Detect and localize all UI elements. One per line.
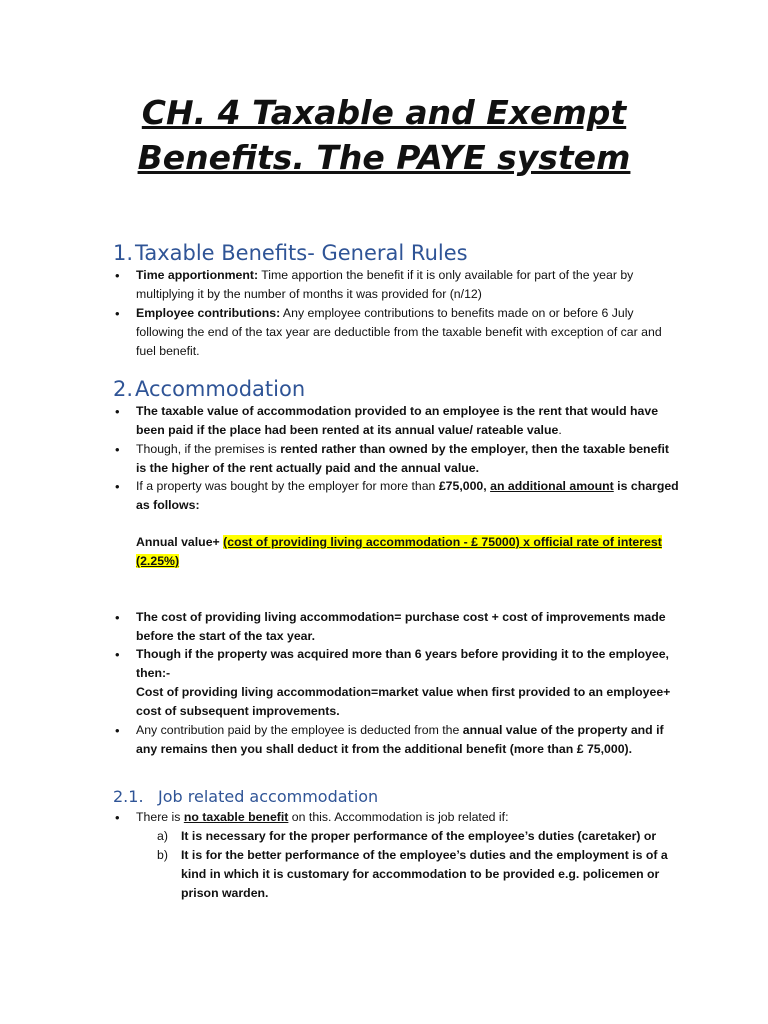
additional-amount-tail: is charged as follows:: [136, 479, 679, 512]
additional-amount-intro: If a property was bought by the employer for more than: [136, 479, 439, 493]
six-years-text: Though if the property was acquired more than 6 years before providing it to the employee, then:-: [136, 647, 669, 680]
time-apportionment-text: Time apportion the benefit if it is only available for part of the year by multiplying it by the number of months it was provided for (n/12): [136, 268, 634, 301]
section-2-1-number: 2.1.: [113, 787, 144, 806]
no-taxable-benefit-term: no taxable benefit: [183, 810, 289, 824]
threshold-amount: £75,000: [438, 479, 484, 493]
taxable-value-end: .: [558, 423, 562, 437]
section-2-bullet-rented-premises: [136, 440, 682, 478]
employee-contribution-intro: Any contribution paid by the employee is deducted from the: [136, 723, 463, 737]
rented-premises-intro: Though, if the premises is: [136, 442, 281, 456]
job-related-condition-b: [157, 846, 681, 903]
employee-contributions-text: Any employee contributions to benefits made on or before 6 July following the end of the tax year are deductible from the taxable benefit with exception of car and fuel benefit.: [136, 306, 662, 358]
title-line-2: Benefits. The PAYE system: [137, 138, 631, 177]
no-taxable-intro: There is: [136, 810, 184, 824]
six-years-formula: Cost of providing living accommodation=market value when first provided to an employee+ cost of subsequent improvements.: [136, 685, 671, 718]
section-2-heading: [113, 376, 305, 402]
section-2-bullet-employee-contribution: [136, 721, 682, 759]
employee-contributions-label: Employee contributions:: [136, 306, 281, 320]
title-line-1: CH. 4 Taxable and Exempt: [141, 93, 627, 132]
job-related-condition-a: [157, 827, 681, 846]
condition-a-letter: a): [157, 829, 168, 843]
section-2-bullet-taxable-value: [136, 402, 682, 440]
employee-contribution-rule: annual value of the property and if any remains then you shall deduct it from the additional benefit (more than £ 75,000).: [136, 723, 664, 756]
section-2-bullet-additional-amount: [136, 477, 682, 515]
section-1-bullet-time-apportionment: [136, 266, 682, 304]
section-2-bullet-cost-of-accommodation: [136, 608, 682, 646]
no-taxable-tail: on this. Accommodation is job related if:: [288, 810, 509, 824]
time-apportionment-label: Time apportionment:: [136, 268, 259, 282]
condition-b-text: It is for the better performance of the employee’s duties and the employment is of a kind in which it is customary for accommodation to be provided e.g. policemen or prison warden.: [181, 848, 668, 900]
section-2-title: Accommodation: [135, 377, 306, 401]
additional-amount-term: an additional amount: [490, 479, 614, 493]
condition-a-text: It is necessary for the proper performance of the employee’s duties (caretaker) or: [181, 829, 657, 843]
formula-annual-value: Annual value+: [136, 535, 224, 549]
section-2-1-title: Job related accommodation: [158, 787, 379, 806]
rented-premises-rule: rented rather than owned by the employer, then the taxable benefit is the higher of the rent actually paid and the annual value.: [136, 442, 670, 475]
section-1-title: Taxable Benefits- General Rules: [135, 241, 468, 265]
formula-highlight: (cost of providing living accommodation - £ 75000) x official rate of interest (2.25%): [136, 535, 662, 568]
section-2-number: 2.: [113, 377, 134, 401]
section-1-heading: [113, 240, 468, 266]
page-title: [0, 90, 768, 180]
section-2-1-bullet-no-taxable-benefit: [136, 808, 682, 827]
section-1-number: 1.: [113, 241, 134, 265]
additional-benefit-formula: [136, 533, 682, 571]
section-2-1-heading: [113, 787, 378, 807]
condition-b-letter: b): [157, 848, 168, 862]
comma: ,: [483, 479, 491, 493]
cost-of-accommodation-text: The cost of providing living accommodation= purchase cost + cost of improvements made before the start of the tax year.: [136, 610, 666, 643]
section-1-bullet-employee-contributions: [136, 304, 682, 361]
section-2-bullet-six-years: [136, 645, 682, 721]
taxable-value-text: The taxable value of accommodation provided to an employee is the rent that would have been paid if the place had been rented at its annual value/ rateable value: [136, 404, 659, 437]
